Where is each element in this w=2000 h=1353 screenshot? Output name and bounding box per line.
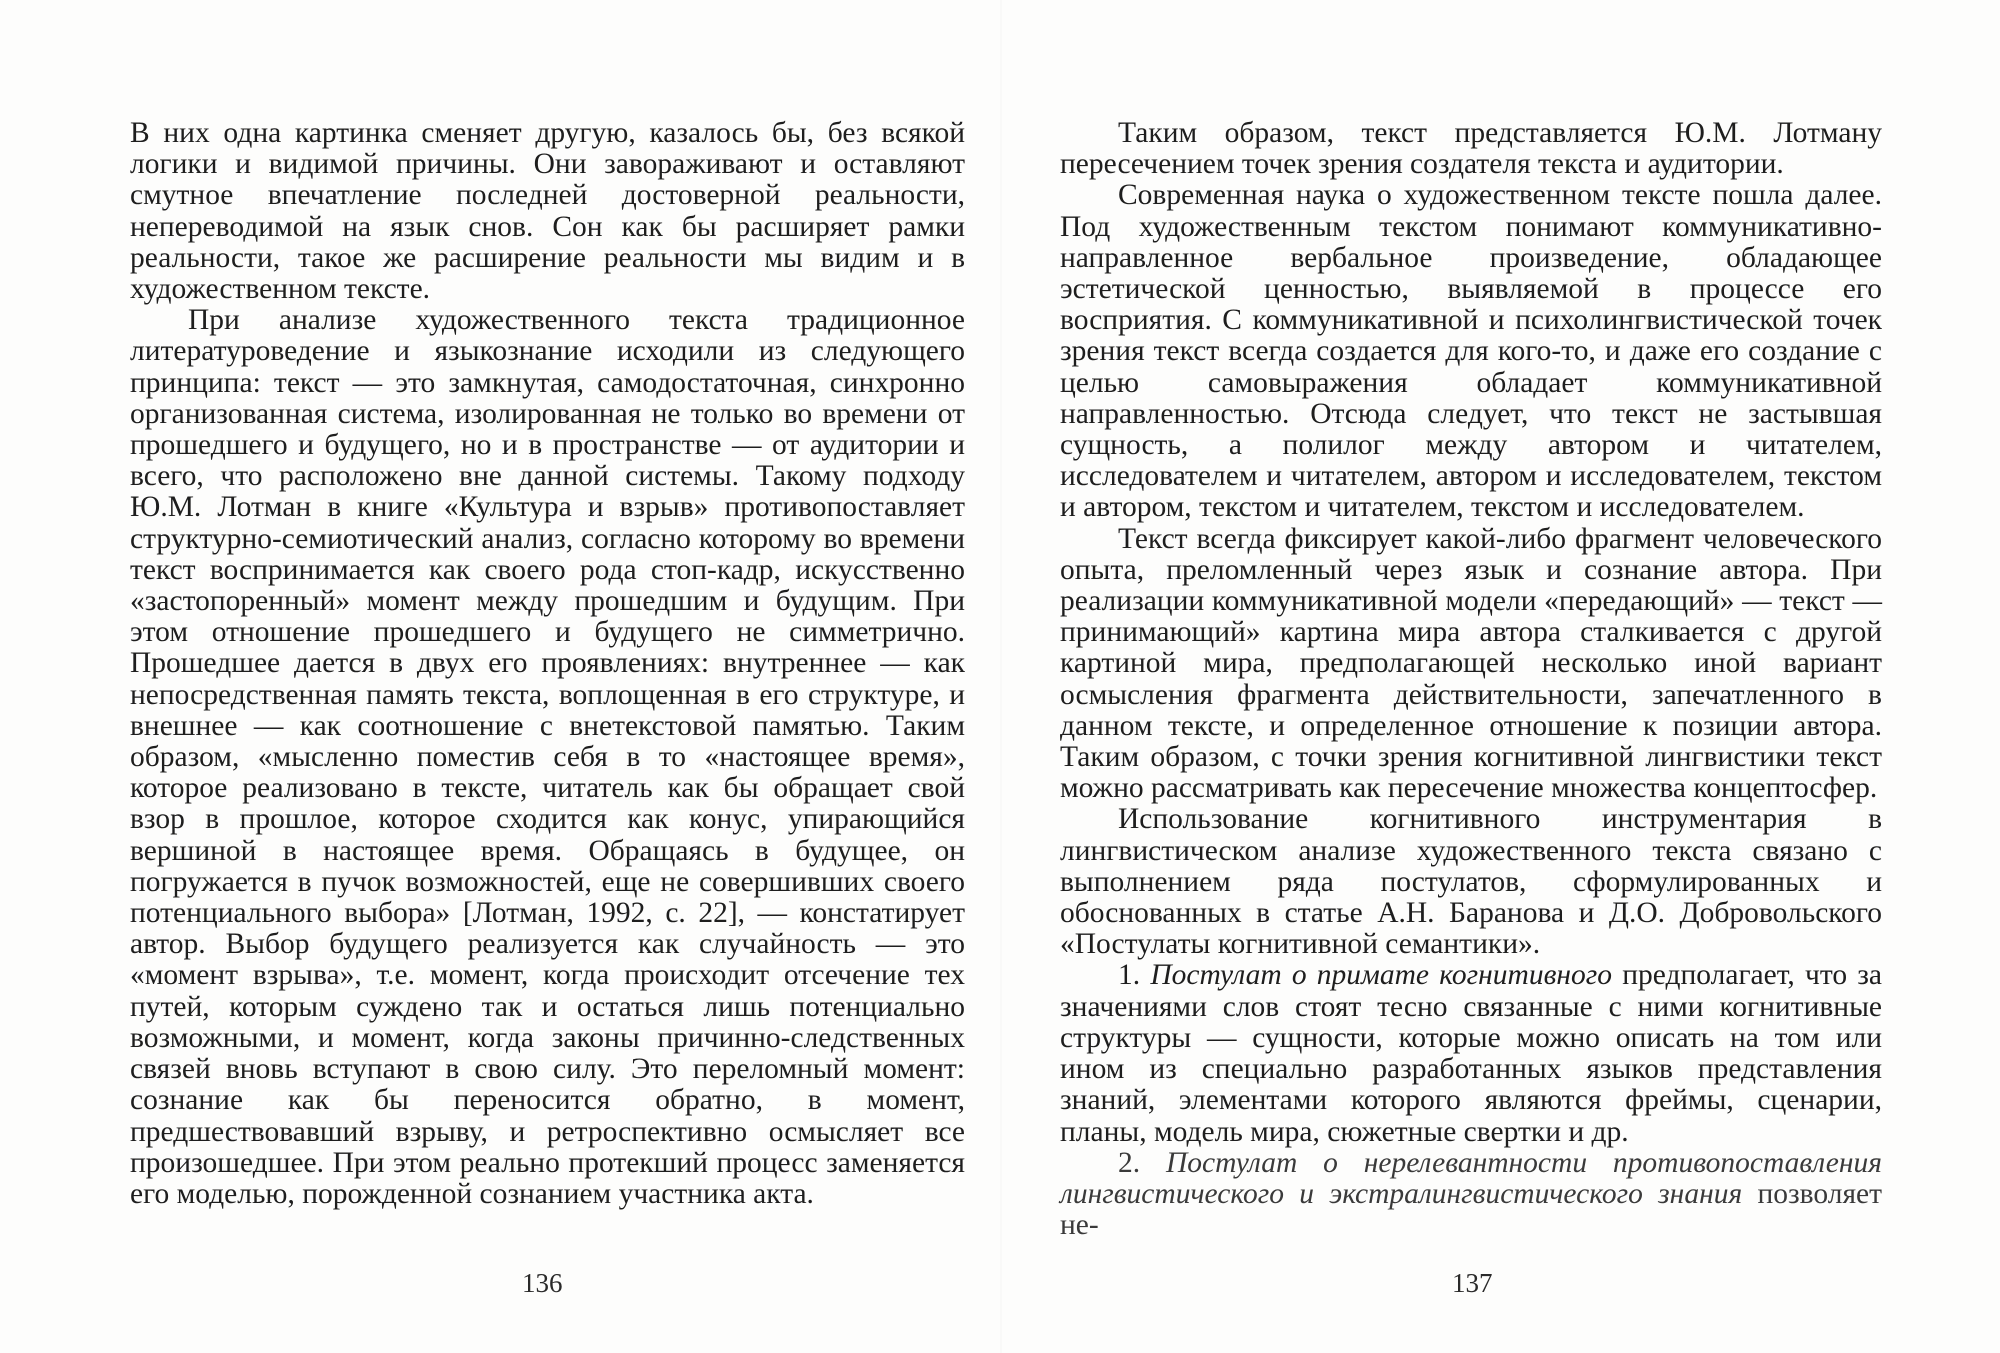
book-spine	[1000, 0, 1002, 1353]
right-paragraph-4: Использование когнитивного инструментария в лингвистическом анализе художественного текста связано с выполнением ряда постулатов, сформулированных и обоснованных в статье А.Н. Баранова и Д.О. Добровольского «Постулаты когнитивной семантики».	[1060, 803, 1882, 961]
right-paragraph-3: Текст всегда фиксирует какой-либо фрагмент человеческого опыта, преломленный через язык и сознание автора. При реализации коммуникативной модели «передающий» — текст — принимающий» картина мира автора сталкивается с другой картиной мира, предполагающей несколько иной вариант осмысления фрагмента действительности, запечатленного в данном тексте, и определенное отношение к позиции автора. Таким образом, с точки зрения когнитивной лингвистики текст можно рассматривать как пересечение множества концептосфер.	[1060, 522, 1882, 805]
right-paragraph-1: Таким образом, текст представляется Ю.М. Лотману пересечением точек зрения создателя текста и аудитории.	[1060, 117, 1882, 181]
postulate-2-title: Постулат о нерелевантности противопоставления лингвистического и экстралингвистического знания	[1060, 1146, 1882, 1210]
postulate-1	[1060, 960, 1882, 1147]
left-paragraph-2: При анализе художественного текста традиционное литературоведение и языкознание исходили из следующего принципа: текст — это замкнутая, самодостаточная, синхронно организованная система, изолированная не только во времени от прошедшего и будущего, но и в пространстве — от аудитории и всего, что расположено вне данной системы. Такому подходу Ю.М. Лотман в книге «Культура и взрыв» противопоставляет структурно-семиотический анализ, согласно которому во времени текст воспринимается как своего рода стоп-кадр, искусственно «застопоренный» момент между прошедшим и будущим. При этом отношение прошедшего и будущего не симметрично. Прошедшее дается в двух его проявлениях: внутреннее — как непосредственная память текста, воплощенная в его структуре, и внешнее — как соотношение с внетекстовой памятью. Таким образом, «мысленно поместив себя в то «настоящее время», которое реализовано в тексте, читатель как бы обращает свой взор в прошлое, которое сходится как конус, упирающийся вершиной в настоящее время. Обращаясь в будущее, он погружается в пучок возможностей, еще не совершивших своего потенциального выбора» [Лотман, 1992, с. 22], — констатирует автор. Выбор будущего реализуется как случайность — это «момент взрыва», т.е. момент, когда происходит отсечение тех путей, которым суждено так и остаться лишь потенциально возможными, и момент, когда законы причинно-следственных связей вновь вступают в свою силу. Это переломный момент: сознание как бы переносится обратно, в момент, предшествовавший взрыву, и ретроспективно осмысляет все произошедшее. При этом реально протекший процесс заменяется его моделью, порожденной сознанием участника акта.	[130, 304, 965, 1210]
postulate-1-number: 1.	[1118, 959, 1141, 992]
right-page-number: 137	[1452, 1268, 1493, 1298]
postulate-1-title: Постулат о примате когнитивного	[1150, 959, 1613, 992]
postulate-1-text: предполагает, что за значениями слов стоят тесно связанные с ними когнитивные структуры — сущности, которые можно описать на том или ином из специально разработанных языков представления знаний, элементами которого являются фреймы, сценарии, планы, модель мира, сюжетные свертки и др.	[1060, 959, 1883, 1148]
postulate-2-text: позволяет не-	[1060, 1177, 1882, 1242]
left-page-number: 136	[522, 1268, 563, 1298]
postulate-2	[1060, 1148, 1882, 1242]
right-paragraph-2: Современная наука о художественном тексте пошла далее. Под художественным текстом понимают коммуникативно-направленное вербальное произведение, обладающее эстетической ценностью, выявляемой в процессе его восприятия. С коммуникативной и психолингвистической точек зрения текст всегда создается для кого-то, и даже его создание с целью самовыражения обладает коммуникативной направленностью. Отсюда следует, что текст не застывшая сущность, а полилог между автором и читателем, исследователем и читателем, автором и исследователем, текстом и автором, текстом и читателем, текстом и исследователем.	[1060, 179, 1882, 524]
left-page	[130, 118, 965, 1210]
postulate-2-number: 2.	[1118, 1146, 1141, 1179]
left-paragraph-1: В них одна картинка сменяет другую, казалось бы, без всякой логики и видимой причины. Они завораживают и оставляют смутное впечатление последней достоверной реальности, непереводимой на язык снов. Сон как бы расширяет рамки реальности, такое же расширение реальности мы видим и в художественном тексте.	[130, 117, 965, 306]
right-page	[1060, 118, 1882, 1241]
